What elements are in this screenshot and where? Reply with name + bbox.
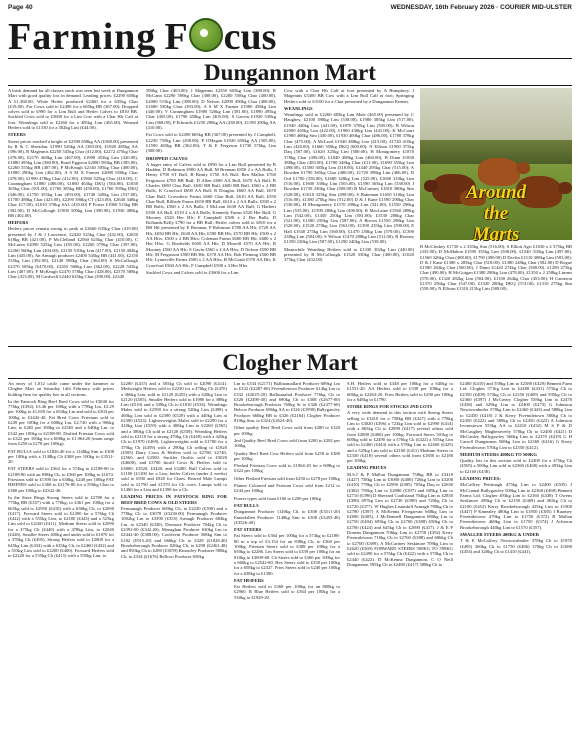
caption-line-3: Marts <box>472 224 520 245</box>
subheading: SMALLER STEERS 400KG & UNDER <box>460 532 540 538</box>
subheading: FAT BULLS <box>234 502 259 508</box>
subheading: FAT HEIFERS <box>234 577 264 583</box>
paragraph: Cow with a Char Hfr Calf at foot presented by A Humphrey, J Magennis £3300 BB Cow with a Lim Bull Calf at foot; Springing Heifers sold to £3100 for a Char presented by a Dungannon Farmer. <box>284 88 414 104</box>
paragraph: Plainer Coloured and Friesian Cows sold from £212 to £244 per 100kg <box>234 483 340 494</box>
clogher-title: Clogher Mart <box>222 350 358 375</box>
paragraph: In the Store Rings Strong Steers sold to £2780 for a 770kg BB (£357) with a 770kg, to £361 per 100kg for a 665kg sold to £2950 (£410) with a 658kg Ch, to £2690 (£417). Forward Steers sold to £2490 for a 576kg Ch (£422) with a 555kg Lim, to £2180 (£443) and a 525kg Lim sold to £2160 (£411). Medium Steers sold to £2090 for a 475kg Ch (£440) with a 478kg Lim, to £2040 (£426). Smaller Steers 400kg and under sold to £1870 for a 378kg Ch (£495). Strong Heifers sold to £2800 for a 645kg Lim (£434) with a 635kg Ch, to £2460 (£432) and a 553kg Lim sold to £2200 (£400). Forward Heifers sold to £2220 for a 535kg Ch (£415) with a 550kg Lim, to <box>8 494 114 559</box>
paragraph: FAT STEERS sold to £364 for a 574kg to £2188-80 to £2188-80 with an 838kg Ch, to £360 per 100kg to £1674. Friesians sold to £1390 for a 638kg, £240 per 100kg FAT HEIFERS sold to £368 to £2176-80 for a 556kg Char to £380 per 100kg to £2342-40. <box>8 466 114 493</box>
paragraph: An entry of 1,012 cattle came under the hammer at Clogher Mart on Saturday 14th February with prices holding firm for quality lots in all sections. <box>8 381 114 397</box>
divider-middle <box>8 346 572 347</box>
paragraph: Lm to £334 (£2171) Ballinamallard Producer 689kg Lm to £332 (£2287-60) Fivemiletown Producer 614kg Lm to £332 (£2025-20) Ballinasalad Producer 776kg Ch to £326 (£2490-40) and 690kg Ch to £308 (£2677-00) Brookeborough Producer 760kg St to £326 (£2477-60) Belcoo Producer 696kg AA to £326 (£1990) Ballygawley Producer 660kg BB to £326 (£2164) Clogher Producer 810kg Sim, to £324 (£2624-40). <box>234 381 340 424</box>
paragraph: A brisk demand for all classes stock was seen last week at Dungannon Mart with good quality lots in demand. Leading prices: £2290 658kg A £1,368.00; White Heifer produced £2460 for a 635kg Char (£19.00). For Cows sold to £2490 for a 665kg BB (367.00); Dropped calves sold to £990 for a Lim Bull and Heifer Calves to £810 BB. Suckled Cows sold to £3600 for a Lim Cow with a Char Hfr Calf at foot. Weanlings sold to £2260 for a 485kg Lim (465.00). Weaned Heifers sold to £1330 for a 302kg Lim (£44.00). <box>8 88 138 131</box>
page-header <box>8 2 572 12</box>
dungannon-title: Dungannon Mart <box>204 60 376 85</box>
masthead-globe-icon <box>189 18 223 52</box>
subheading: MEDIUM STEERS 400KG TO 500KG <box>460 451 537 457</box>
date-line: WEDNESDAY, 16th February 2026 · COURIER MID-ULSTER <box>390 3 572 11</box>
paragraph: Fermanagh Producer 669kg Ch, to £2230 (£390) and a 778kg Ch to £3078 (£3230.00) Fermanagh Producer 1002kg Lm to £3390 (£355) Armagh Producer 684kg Lm, to £2340 (£330), Dromore Producer 704kg Ch to £2392-00 (£342.40); Monaghan Producer 630kg Lm to £2442-40 (£388.00); Coolesvin Producer 568kg Sim to £182 (£915.20) and 666kg Ch to £328 (£1828.40) Brookeborough Producer 826kg Ch, to £298 (£2461.48) and 850kg Ch to £280 (£1859) Kinawley Producer 588kg Ch, to £334 (£1676) Bellcoo Producer 650kg <box>121 505 227 559</box>
paragraph: £2200 (£415) and a 505kg Ch sold to £2090 (£414). Medweight Heifers sold to £2230 for a 476kg Ch (£470) a 466kg Lim, sold to £2120 (£455) with a 420kg Lim to £2120 (£505). Smaller Heifers sold to £1980 for a 388kg Lim (£510) and a 339kg Ch to £1810 (£534). Weanlings Males sold to £2590 for a strong 520kg Lim (£498) a 460kg Lim sold to £2390 (£520) with a 440kg Lim at £2300 (£523). Lighterweights Males sold to £2290 for a 410kg Lim (£559) with a 400kg Lim to £2260 (£565) and a 380kg Ch sold to £2120 (£558). Weanling Heifers sold to £2110 for a strong 470kg Ch (£449) with a 420kg Ch to £1970 (£469). Lighterweights sold to £1700 for a 370kg Ch (£459) with a 290kg Ch selling to £1820 (£585) Dairy Cows & Heifers sold to £2780, £2740, £2560, and £2500. Suckler Outfits sold to £3020 (£4600), and £3700 Incalf Cows & Heifers sold to £3800, £3520, £3420, and £3280. Bull Calves sold to £1100 (£1100 for a Lim, heifer Calves (under 4 weeks) sold to £930 and £920 for Chars. Reared Male Lumps sold to £1790 and £1570 for Ch cows. Lumps sold to £1460 for a Lim and £1390 for a Ch. <box>121 381 227 492</box>
clogher-column-3 <box>234 381 340 731</box>
paragraph: Fat Heifers sold to £368 per 100kg for an 808kg to £2960. R Blue Heifers sold to £364 per 100kg for a 530kg to £1929-20. <box>234 584 340 600</box>
subheading: LEADING PRICES: <box>460 476 501 482</box>
masthead <box>8 14 572 59</box>
paragraph: Heifers prices remain strong to peak at £2660 635kg Char (419.00) presented by J & J Lawrence, £2420 525kg Char (432.00), £2630 618kg BB (421.00), P McClelland £2560 625kg Char (410.00), C McLaren £2090 525kg Lim (£55.00), £2260 579kg Char (397.00), £2260 560kg Lim (404.00), £2150 510kg Lim (417.00), £2150 484kg Lim (445.00), An Armagh producer £2400 545kg BB (441.00), £2150 535kg Lim (392.00), £2140 588kg Char (364.00) S McCullough £2370 505kg (£470.00), £2265 560kg Lim (362.00), £2228 545kg Lim (407.00); F McKeagh £2470 578kg Char (428.00), £2370 588kg Char (413.00), M Cardwell £2440 625kg Char (390.00), £2340 <box>8 226 138 280</box>
paragraph: Quality Beef Bred Cow Heifers sold from £250 to £380 per 100kg <box>234 450 340 461</box>
around-the-marts-caption <box>420 174 572 245</box>
paragraph: FAT BULLS sold to £1826.40 for a 1148kg Sim to £308 per 100kg with a 1148kg Ch £308 per 100kg to £3511-20. <box>8 448 114 465</box>
paragraph: Fleshed Friesian Cows sold to £1964-20 for a 608kg to £322 per 100kg <box>234 463 340 474</box>
divider-clogher <box>8 378 572 379</box>
caption-line-1: Around <box>465 182 527 203</box>
masthead-focus-rest: cus <box>223 16 277 58</box>
subheading: STEERS <box>8 132 26 138</box>
photo-sky <box>420 88 572 148</box>
cow-head-shape <box>516 162 530 174</box>
paragraph: 580kg Char (403.00); J Magennis £2350 605kg Lim (388.00); R McCann £2290 590kg Char (388.00), £2200 558kg Char (400.00), £2000 515kg Lim (388.00); D Nelson £2090 490kg Char (408.00), £1680 530kg Char (393.00); A S M X Farmer £1980 458kg Lim (440.00); V Cunningham £1980 520kg Lim (381.00), £1890 495kg Char (405.00), £1790 458kg Lim (405.00); S Garvin £1920 530kg Lim (368.00); P Edwards £1250 290kg AA (438.00), £1190 290kg AA (410.00). <box>146 88 276 131</box>
paragraph: Fat Cows sold to £2490 665kg BB (367.00) presented by J Campbell, £2230 759kg Lim (298.00); P O'Hagan £1920 658kg AA (305.00), £1590 465kg BB (362.00); T & E Fergeson £1730 576kg Lim (308.00). <box>146 132 276 154</box>
dungannon-column-4 <box>420 244 572 343</box>
dungannon-column-2 <box>146 88 276 343</box>
paragraph: Poorer types sold from £160 to £200 per 100kg <box>234 495 322 501</box>
subheading: DROPPED CALVES <box>146 155 188 161</box>
paragraph: Steers prices reached a height of £2390 658kg AA (£368.00) presented by R & C Sheridan, £1990 526kg AA (383.00), £1928 485kg AA (396.00), R Magennis £2250 545kg Char (412.00), £2272 475kg Char (478.00), £2170 468kg Lim (467.00), £1900 453kg Lim (420.00), £1880 495kg Lim (380.00), Bond Eggison £2080 583kg BB (385.00), £2260 555kg BB (407.00), P McKeagh £2140 505kg Char (400.00), £1980 290kg Lim (462.00); A S M X Farmer £2080 650kg Char (478.00), £1990 478kg Char (412.00), £1960 525kg Char (410.00), C Cunningham £1880 (486.00), £1860 463kg DKQ (504.00), £1830 365kg Char (501.00), £1760 385kg BB (450.00), £1760 395kg DKQ (446.00), £1750 355kg Lim (493.00), £1740 320kg Lim (537.00), £1700 488kg Char (423.00), £2290 390kg CT (423.00), £2640 348kg Char £17.00), £1610 370kg SAL (435.00) P Foster £1960 513kg BB (382.00), D McCollough £1900 500kg Lim (390.00), £1930 480kg BB (402.00). <box>8 138 138 218</box>
page-number: Page 40 <box>8 3 33 11</box>
paragraph: Other Fleshed Friesian sold from £250 to £278 per 100kg <box>234 475 340 481</box>
subheading: LEADING PRICES <box>347 465 387 471</box>
caption-line-2: the <box>483 203 509 224</box>
paragraph: M.S.J & P Mallon Dungannon 758kg BB to £3410 (£427) 738kg Lim to £3000 (£406) 726kg Lim to £3200 (£410) 778kg Ch to £2990 (£385) 705kg Daq to £2630 (£382) 795kg Lim to £2880 (£397) and 685kg Lim to £2710 (£396) D Sherrard Coalisland 704kg Lim to £2830 (£396) 697kg Lim to £2730 (£390) and 720kg Ch to £2720 (£377). W Hughes Lisnaskill Armagh 780kg Ch to £2780 (£397) A McKenna Fivegarvan 668kg Lim to £2690 (£403). J McDonnell Dungannon 680kg Lm to £2750 (£404) 695kg Ch to £2700 (£388) 650kg Ch to £2700 (£424) and 645kg Ch to £2690 (£417). J & E P Dornan Dungannon 706kg Lim to £2750 (£392) Kerry Fivemiletown 710kg Ch to £2760 (£388) and 686kg Ch to £2700 (£389). A McCartney Seskinore 709kg Lim to £2620 (£369) FORWARD STEERS 500KG TO 599KG sold to £2490 for a 576kg Ch (£422) with a 578kg Ch to £2440 (£422). D McKenna Dungannon, C O Neill Dungannon 595kg Ch to £2480 (£417) 588kg Ch to <box>347 471 453 567</box>
paragraph: Quality lots in this section sold to £2400 for a 475kg Ch (£505) a 500kg Lim sold to £2360 (£468) with a 493kg Lim to £2160 (£438). <box>460 458 572 474</box>
paragraph: Dungannon Producer 1140kg Ch, to £308 (£3511-20) Enniskillen Producer 1148kg Sim to £308 (£3455-40) (£3526-40) <box>234 509 340 525</box>
paragraph: A larger entry of Calves sold to £990 for a Lim Bull presented by R Hadden, D Robinson £900 AA Bull, M Brennan £850 2 x AA Bulls, I Henry £790 ST Bull, B Beatty £750 AA Bull, Ben Mallon £760 Fergusson £700 BB Bull; D Allen £690 AA Bull, £670 AA Bull; R Charles £690 Char Bull, £630 BB Bull, £600 BB Bull, £560 x 2 BB Bulls, K Crawford £690 AA Bull, R Douglas £660 AA Bull, £670 Char Bull; Crossdrew Farms £660 Char Bull, £610 AA Bull, £550 Char Bull; Rillside Farms £650 BB Bull, £610 x 2 AA Bulls, £580 x 2 BB Bulls, £560 x 2 AA Bulls; J McLean £630 AA Bull; G Harbert £500 AA Bull, £510 2 x AA Bulls; Kennedy Farms £520 Her Bull; G Mooney £520 Her Hfr; F Campbell £500 x 2 Her Bulls, D Rollands/Kelly £790 for a BB Bull; Heifer calves sold to £810 for a BB Hfr presented by E Brennan, P Robinson £780 AA Hfr, £720 AA Hfr, £650 BB Hfr, £620 AA Hfr, £590 BB Hfr, £570 BB Hfr, £500 x 2 AA Hfrs, £500 x 2 BB Hfrs; Coleman Farms £600 BB Hfr, £680 x 2 Her Hfrs, G Bonfields £600 AA Hfr; D Mcneill £570 AA Hfr; B Mooney £560 AA Hfr; S Gavin £560 x 2 AA Hfrs; D Nelson £590 BB Hfr; M Fergusson £580 BB Hfr, £570 AA Hfr; Bob Fleming £560 BB Hfr; Lynneville Farms £580 x 2 AA Hfrs; B McGrath £570 AA Hfr; K Crawford £560 AA Hfr; F Campbell £500 x 3 Her Hfrs. <box>146 161 276 268</box>
paragraph: £2400 (£410) and 558kg Lim to £2380 (£429) Bennett Farm Ltd. Clogher 571kg Lim to £2480 (£431) 575kg Ch to £2350 (£409) 573kg Ch to £2350 (£409) and 595kg Ch to £2360 (£397) J McCreary Clogher 558kg Lim to £2470 (£438) and 529kg Lim to £2400 (£473) G Johnston Newtownbutler 578kg Lim to £2460 (£443) and 588kg Lim to £2450 (£418) J & Kerry Fivemiletown 580kg Ch to £2450 (£422) and 588kg Ch to £2450 (£422) A Johnston Irvinestown 555kg AA to £2410 (£432) M S P & D McCaughey Magheraveely 570kg Ch to £2400 (£421) D McCauley Ballygawley 560kg Lim to £2370 (£419) G H Carroll Dungannon 568kg Lim to £2360 (£416) G Kerry Fivemiletown 570kg Lim to £2350 (£412). <box>460 381 572 450</box>
paragraph: S.H. Heifers sold to £348 per 100kg for a 640kg to £1531-20. AA Heifers sold to £338 per 100kg for a 606kg to £2263-20. Fries Heifers sold to £290 per 100kg for a 648kg to £1790. <box>347 381 453 402</box>
paragraph: In the Fatstock Ring Beef Bred Cows sold to £3040 for 776kg (£392), £3.46 per 100kg with a 778kg Lm, £3.29 per 100kg to £1,650 for a 654kg Lm and sold to £304 per 100kg to £2442-40, Fat Bred Cows Friesians sold to £249 per 100kg for a 600kg Lm, £2,740 with a 966kg Lim, to £265 per 100kg to £2565 and a 640kg Lm, to £342 per 100kg to £2188-80. Drafted Friesian Cows sold to £322 per 100kg for a 608kg to £1,964.20 (main range from £250 to £278 per 100kg). <box>8 398 114 447</box>
paragraph: Other quality Beef Bred Cows sold from £280 to £320 per 100kg <box>234 425 340 436</box>
paragraph: T & E McCaffrey Newtownbutler 378kg Ch to £1870 (£495) 360kg Ch to £1750 (£486) 370kg Ch to £1680 (£454) and 320kg Ch to £1410 (£441). <box>460 538 572 554</box>
divider-top <box>8 85 572 86</box>
clogher-column-4 <box>347 381 453 731</box>
dungannon-column-1 <box>8 88 138 343</box>
paragraph: 2nd Quality Beef Bred Cows sold from £200 to £282 per 100kg <box>234 437 340 449</box>
clogher-column-5 <box>460 381 572 731</box>
clogher-column-2 <box>121 381 227 731</box>
masthead-focus-f: F <box>164 16 188 58</box>
subheading: WEANLINGS <box>284 105 313 111</box>
paragraph: Weanlings sold to £2260 485kg Lim Male (465.00) presented by C Haughey, £2100 390kg Lim (538.00), £1980 385kg Lim (517.00), £1940 440kg Lim (441.00), £1870 370kg Lim (505.00); R Wilson £2000 465kg Lim (422.00), £1900 430kg Lim (441.00); K McCourt £1980 468kg Sim (430.00), £1930 400kg Char (486.00), £1780 378kg Char (475.00); A McLeod £1940 468kg Lim (415.00), £1720 410kg Lim (420.00), £1660 350kg DKQ (600.00); N Ellison £1900 375kg Daq (507.00), £1620 325kg Lim (500.00); H Montgomery £1870 378kg Char (496.00), £1840 408kg Lim (460.00); B Dunn £1830 388kg Char (483.00), £1780 348kg Char (£11.00), £1690 355kg Lim (498.00), £1580 305kg Lim (518.00), £1440 295kg Char (515.00); A Bowden £1790 365kg Char (486.00), £1720 398kg Lim (466.00), D Ord £1700 (358.00), £1680 328kg Lim (525.00), £1600 310kg Lim (516.00), £1600 330kg Lim (503.00), £1590 365kg Lim (538.00) J Bowden £1730 330kg Char (508.00) B McCartney £1810 380kg Sim (528.00), £1610 325kg Sim (490.00); S Batteman £1650 310kg Lim (516.00), £1380 270kg Sim (512.00) D & J Kane £1590 290kg Char (530.00), H Montgomery £1570 290kg Lim (541.00), £1550 290kg Lim (535.00), £1390 280kg Lim (496.00); R MacLaine £1560 288kg Lim (542.00), £1450 250kg Lim (581.00); £1530 280kg Char (521.00), £1500 250kg Lim (587.00); A Brown £1550 298kg Lim (520.00), £1520 270kg Lim (563.00), £1390 235kg Lim (590.00) E Hall £1540 275kg Lim (560.00), £1470 250kg Lim (570.00), £1390 238kg Lim (584.00); S Wilson £1470 288kg Lim (511.00); R Rooney £1350 230kg Lim (587.00), £1290 240kg Lim (538.00). <box>284 112 414 245</box>
clogher-column-1 <box>8 381 114 731</box>
dungannon-column-3 <box>284 88 414 343</box>
masthead-farming: Farming <box>8 16 157 58</box>
subheading: STORE RINGS FOR STOCKS 2ND LOTS <box>347 404 433 410</box>
subheading: FAT STEERS <box>234 527 262 533</box>
paragraph: Fat Steers sold to £364 per 100kg for a 574kg to £2188-80 to a top of £3,154 for an 838kg Ch, to £360 per 100kg. Friesian Steers sold to £388 per 100kg for a 650kg to £2286. Lm Steers sold to £339 per 100kg for an 810kg to £3009-60. Ch Steers sold to £366 per 100kg for a 660kg to £2542-80. Hex Steers sold to £358 per 100kg for a 658kg to £2327. Fries Steers sold to £240 per 100kg for a 638kg to £1390. <box>234 533 340 576</box>
paragraph: Meanwhile Weanling Heifers sold to £1330 302kg Lim (440.00) presented by B McCollough, £1320 330kg Char (400.00), £1020 375kg Char (432.00) <box>284 246 414 263</box>
subheading: HEIFERS <box>8 220 29 226</box>
paragraph: A very wide demand in this section with Strong Steers selling to £3410 for a 758kg BB (£427) with a 778kg Lim to £3020 (£396) a 723kg Lim sold to £2990 (£414) with a 665kg Ch to £2890 (£417) several others sold from £2800 (£406) per 100kg. Forward Steers 501kg to 600kg sold to £2490 for a 576kg Ch (£422) a 555kg Lim sold to £2460 (£443) with a 578kg Lim to £2460 (£425) and a 525kg Lim sold to £2160 (£411) Medium Steers to £2330 (£418) several others sold from £1850 to £2180 per 100kg. <box>347 410 453 464</box>
subheading: LEADING PRICES IN FATSTOCK RING FOR BEEF BRED COWS & OLD STEERS <box>121 494 227 505</box>
paragraph: McCaffrey Pettimagh 475kg Lim to £2400 (£505) J McConnal Ballygawley 500kg Lim to £2360 (£468) Bennett Farms Ltd. Clogher 493kg Lim to £2160 (£438) T Owens Seskinore 458kg Ch to £2150 (£469) and 465kg Ch to £2100 (£452) Kerry Brookeborough 425kg Lim to £1900 (£447) P Knnealey 480kg Lim to £1850 (£385) I Ruamey Fivemiletown 470kg Lim to £1750 (£372) R Mullan Fivemiletown 468kg Lim to £1750 (£374) J Acheson Brookeborough 440kg Lim to £1570 (£357). <box>460 482 572 530</box>
paragraph: Suckled Cows and Calves sold to £3600 for a Lim <box>146 269 239 275</box>
paragraph: B McCloskey £1730 x 2 335kg Sim (516.00); S Elliott Agri £1630 x 2 375kg BB (435.00); D McMahon £1590 355kg Lim (508.00), £1540 310kg Lim (497.00), £1560 326kg Char (488.00), £1790 (490.00) D Devlin £1510 308kg Lim (503.00); D & J Kane £1380 x 285kg Char (518.00), £1380 248kg Char (582.00) D Rogue £1580 282kg Char (560.00), J Dunn £1420 274kg Char (580.00), £1290 275kg Char (490.00); H McGuigan £1380 290kg Lim (478.00), £1350 x 2 258kg Limms (570.00), £1320 282kg Lim (504.00), £1100 264kg Char (453.00); H Cameron £1370 256kg Char (547.00), £1320 280kg DKQ (574.00), £1310 275kg Sim (558.00); N Ellison £1310 215kg Lim (588.00). <box>420 244 572 292</box>
